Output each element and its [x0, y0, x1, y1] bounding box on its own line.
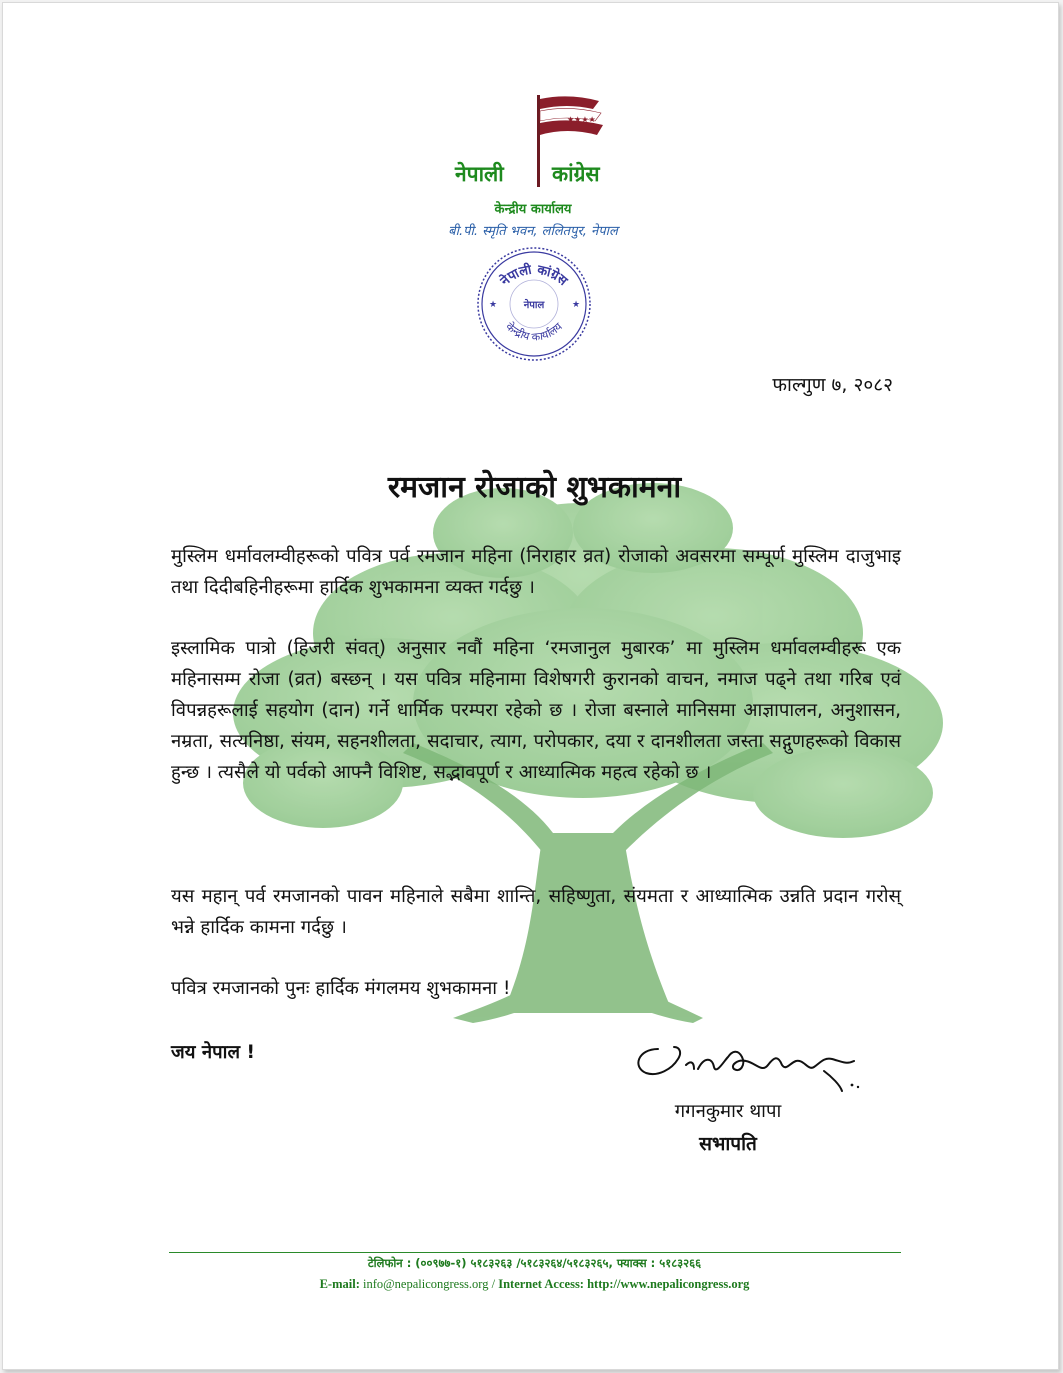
letter-date: फाल्गुण ७, २०८२ — [772, 374, 893, 396]
signer-name: गगनकुमार थापा — [674, 1101, 782, 1122]
closing-salutation: जय नेपाल ! — [171, 1042, 255, 1063]
paragraph-3: यस महान् पर्व रमजानको पावन महिनाले सबैमा शान्ति, सहिष्णुता, संयमता र आध्यात्मिक उन्नति प्रदान गरोस् भन्ने हार्दिक कामना गर्दछु । — [171, 886, 901, 938]
paragraph-2: इस्लामिक पात्रो (हिजरी संवत्) अनुसार नवौं महिना ‘रमजानुल मुबारक’ मा मुस्लिम धर्मावलम्वीहरू एक महिनासम्म रोजा (व्रत) बस्छन् । यस पवित्र महिनामा विशेषगरी कुरानको वाचन, नमाज पढ्ने तथा गरिब एवं विपन्नहरूलाई सहयोग (दान) गर्ने धार्मिक परम्परा रहेको छ । रोजा बस्नाले मानिसमा आज्ञापालन, अनुशासन, नम्रता, सत्यनिष्ठा, संयम, सहनशीलता, सदाचार, त्याग, परोपकार, दया र दानशीलता जस्ता सद्गुणहरूको विकास हुन्छ । त्यसैले यो पर्वको आफ्नै विशिष्ट, सद्भावपूर्ण र आध्यात्मिक महत्व रहेको छ । — [171, 638, 901, 783]
web-label: Internet Access: — [498, 1277, 584, 1291]
svg-text:★★★★: ★★★★ — [567, 115, 596, 124]
office-name: केन्द्रीय कार्यालय — [494, 202, 572, 217]
letter-page — [2, 2, 1059, 1370]
letter-title: रमजान रोजाको शुभकामना — [387, 470, 682, 505]
party-name-part2: कांग्रेस — [552, 162, 600, 186]
footer-divider — [169, 1252, 901, 1253]
web-link[interactable]: http://www.nepalicongress.org — [587, 1277, 750, 1291]
svg-text:★: ★ — [489, 300, 498, 310]
office-seal-icon — [475, 245, 593, 363]
email-label: E-mail: — [319, 1277, 360, 1291]
email-link[interactable]: info@nepalicongress.org — [363, 1277, 489, 1291]
seal-bottom-text: केन्द्रीय कार्यालय — [503, 320, 565, 344]
office-address: बी.पी. स्मृति भवन, ललितपुर, नेपाल — [448, 224, 618, 239]
svg-text:केन्द्रीय कार्यालय — [503, 320, 565, 344]
party-name-part1: नेपाली — [455, 162, 504, 186]
paragraph-4: पवित्र रमजानको पुनः हार्दिक मंगलमय शुभकामना ! — [171, 978, 511, 999]
svg-text:नेपाली कांग्रेस — [496, 262, 570, 290]
footer-separator: / — [491, 1277, 496, 1291]
signer-title: सभापति — [699, 1133, 757, 1155]
footer-phone: टेलिफोन : (००९७७-१) ५१८३२६३ /५१८३२६४/५१८३२६५, फ्याक्स : ५१८३२६६ — [367, 1256, 702, 1270]
svg-text:★: ★ — [572, 300, 581, 310]
footer-contact — [3, 1277, 1059, 1292]
signature-icon — [628, 1021, 868, 1093]
seal-center-text: नेपाल — [523, 300, 545, 311]
paragraph-1: मुस्लिम धर्मावलम्वीहरूको पवित्र पर्व रमजान महिना (निराहार व्रत) रोजाको अवसरमा सम्पूर्ण मुस्लिम दाजुभाइ तथा दिदीबहिनीहरूमा हार्दिक शुभकामना व्यक्त गर्दछु । — [171, 546, 901, 598]
seal-top-text: नेपाली कांग्रेस — [497, 262, 570, 290]
